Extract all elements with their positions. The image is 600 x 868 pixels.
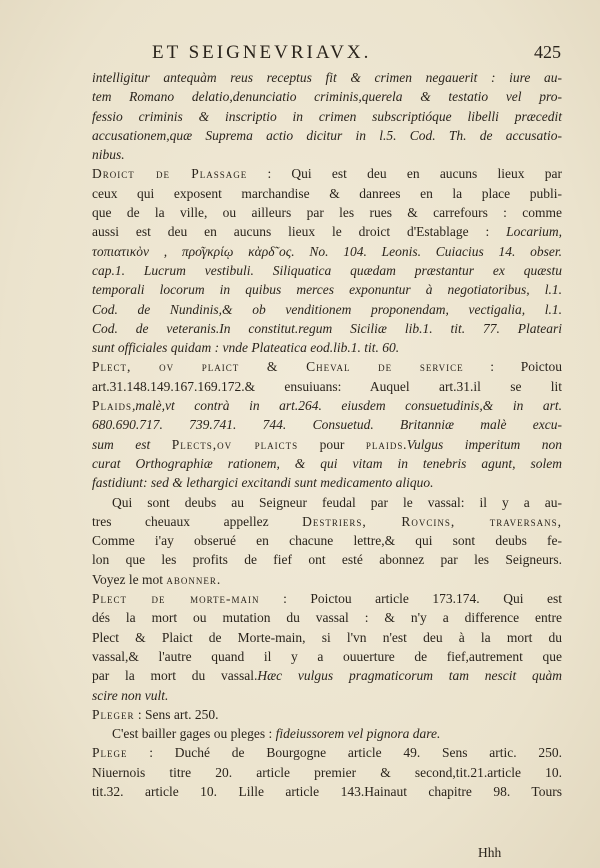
text-line: tres cheuaux appellez Destriers, Rovcins, traversans, bbox=[92, 513, 562, 529]
text-line: Niuernois titre 20. article premier & second,tit.21.article 10. bbox=[92, 764, 562, 780]
text-line: sunt officiales quidam : vnde Plateatica eod.lib.1. tit. 60. bbox=[92, 340, 400, 356]
body-text bbox=[92, 68, 562, 801]
text-line: cap.1. Lucrum vestibuli. Siliquatica quædam præstantur ex quæstu bbox=[92, 262, 562, 278]
entry-line-plege: Plege : Duché de Bourgogne article 49. Sens artic. 250. bbox=[92, 745, 562, 761]
page-number: 425 bbox=[534, 42, 561, 62]
entry-line-plect-cheval: Plect, ov plaict & Cheval de service : Poictou bbox=[92, 359, 562, 375]
page-header bbox=[0, 42, 600, 68]
catchword: Hhh bbox=[478, 845, 502, 860]
text-line: τοπιατικὸν , προ͂γκρίῳ κὰρδ῀ος. No. 104. Leonis. Cuiacius 14. obser. bbox=[92, 243, 562, 259]
text-line: Voyez le mot abonner. bbox=[92, 571, 222, 587]
text-line: par la mort du vassal.Hæc vulgus pragmaticorum tam nescit quàm bbox=[92, 668, 562, 684]
entry-term: Droict de Plassage bbox=[92, 166, 248, 182]
text-line: Cod. de Nundinis,& ob venditionem proponendam, vectigalia, l.1. bbox=[92, 301, 562, 317]
text-line: C'est bailler gages ou pleges : fideiussorem vel pignora dare. bbox=[112, 726, 441, 742]
entry-term: Plect de morte-main bbox=[92, 591, 260, 607]
text-line: aussi est deu en aucuns lieux le droict d'Establage : Locarium, bbox=[92, 224, 562, 240]
text-line: dés la mort ou mutation du vassal : & n'y a difference entre bbox=[92, 610, 562, 626]
text-line: Plect & Plaict de Morte-main, si l'vn n'est deu à la mort du bbox=[92, 629, 562, 645]
text-line: curat Orthographiæ rationem, & qui vitam in tenebris agunt, solem bbox=[92, 455, 562, 471]
text-line: scire non vult. bbox=[92, 687, 169, 703]
text-line: tem Romano delatio,denunciatio criminis,querela & testatio vel pro- bbox=[92, 89, 562, 105]
entry-term: Plege bbox=[92, 745, 128, 761]
text-line: Qui sont deubs au Seigneur feudal par le vassal: il y a au- bbox=[112, 494, 562, 510]
text-line: Comme i'ay obserué en chacune lettre,& qui sont deubs fe- bbox=[92, 533, 562, 549]
entry-line-pleger: Pleger : Sens art. 250. bbox=[92, 706, 219, 722]
text-line: tit.32. article 10. Lille article 143.Hainaut chapitre 98. Tours bbox=[92, 783, 562, 799]
text-line: 680.690.717. 739.741. 744. Consuetud. Britanniæ malè excu- bbox=[92, 417, 562, 433]
entry-line-plect-morte-main: Plect de morte-main : Poictou article 173.174. Qui est bbox=[92, 591, 562, 607]
text-line: nibus. bbox=[92, 147, 125, 163]
text-line: vassal,& l'autre quand il y a ouuerture de fief,autrement que bbox=[92, 648, 562, 664]
text-line: art.31.148.149.167.169.172.& ensuiuans: Auquel art.31.il se lit bbox=[92, 378, 562, 394]
text-line: accusationem,quæ Suprema actio dicitur in l.5. Cod. Th. de accusatio- bbox=[92, 127, 562, 143]
entry-term: Pleger bbox=[92, 706, 135, 722]
text-line: intelligitur antequàm reus receptus fit & crimen negauerit : iure au- bbox=[92, 70, 562, 85]
text-line: ceux qui exposent marchandise & danrees en la place publi- bbox=[92, 185, 562, 201]
entry-line-plassage: Droict de Plassage : Qui est deu en aucuns lieux par bbox=[92, 166, 562, 182]
text-line: que de la ville, ou ailleurs par les rues & carrefours : comme bbox=[92, 205, 562, 221]
text-line: temporali locorum in quibus merces exponuntur à negotiatoribus, l.1. bbox=[92, 282, 562, 298]
text-line: lon que les profits de fief ont esté abonnez par les Seigneurs. bbox=[92, 552, 562, 568]
entry-term: Plect, ov plaict & Cheval de service bbox=[92, 359, 464, 375]
text-line: Plaids,malè,vt contrà in art.264. eiusdem consuetudinis,& in art. bbox=[92, 398, 562, 414]
text-line: sum est Plects,ov plaicts pour plaids.Vulgus imperitum non bbox=[92, 436, 563, 452]
text-line: fessio criminis & inscriptio in crimen subscriptióque libelli præcedit bbox=[92, 108, 562, 124]
running-head: ET SEIGNEVRIAVX. bbox=[152, 42, 372, 63]
text-line: Cod. de veteranis.In constitut.regum Siciliæ lib.1. tit. 77. Plateari bbox=[92, 320, 562, 336]
text-line: fastidiunt: sed & lethargici excitandi sunt medicamento aliquo. bbox=[92, 475, 434, 491]
